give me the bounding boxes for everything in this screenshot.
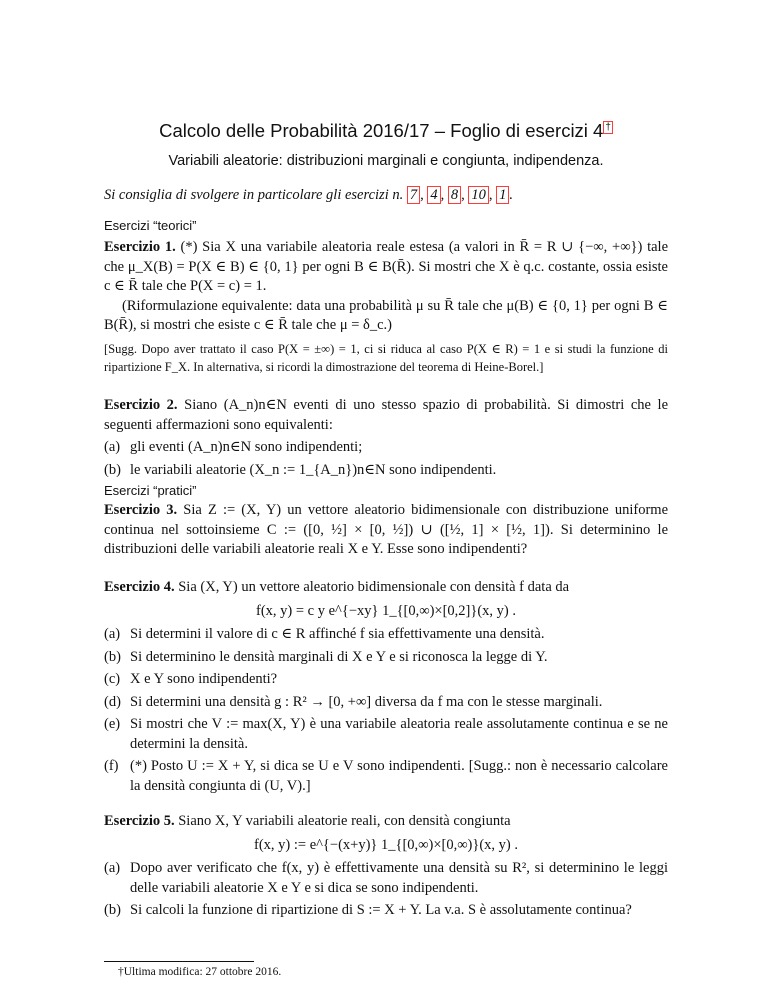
exercise-1	[104, 238, 668, 376]
section-theory-heading: Esercizi “teorici”	[104, 218, 197, 233]
exercise-link-7[interactable]: 7	[407, 186, 420, 204]
exercise-1-hint: [Sugg. Dopo aver trattato il caso P(X = ±∞) = 1, ci si riduca al caso P(X ∈ R) = 1 e si studi la funzione di ripartizione F_X. In alternativa, si ricordi la dimostrazione del teorema di Heine-Borel.]	[104, 341, 668, 374]
footnote-link[interactable]: †	[605, 121, 611, 133]
exercise-5-item-a: (a) Dopo aver verificato che f(x, y) è effettivamente una densità su R², si determinino le leggi delle variabili aleatorie X e Y e si dica se sono indipendenti.	[104, 860, 668, 896]
exercise-1-heading: Esercizio 1.	[104, 239, 176, 255]
exercise-link-4[interactable]: 4	[427, 186, 440, 204]
exercise-4-item-b: (b) Si determinino le densità marginali di X e Y e si riconosca la legge di Y.	[104, 648, 548, 665]
footnote: †Ultima modifica: 27 ottobre 2016.	[118, 966, 282, 978]
exercise-4-item-f: (f) (*) Posto U := X + Y, si dica se U e V sono indipendenti. [Sugg.: non è necessario calcolare la densità congiunta di (U, V).]	[104, 758, 668, 794]
exercise-4-item-e: (e) Si mostri che V := max(X, Y) è una variabile aleatoria reale assolutamente continua e se ne determini la densità.	[104, 716, 668, 752]
exercise-link-1[interactable]: 1	[496, 186, 509, 204]
exercise-2-body: Siano (A_n)n∈N eventi di uno stesso spazio di probabilità. Si dimostri che le seguenti affermazioni sono equivalenti:	[104, 397, 668, 433]
exercise-link-10[interactable]: 10	[468, 186, 489, 204]
advice-line: Si consiglia di svolgere in particolare gli esercizi n. 7 , 4 , 8 , 10 , 1 .	[104, 187, 513, 203]
exercise-5-formula: f(x, y) := e^{−(x+y)} 1_{[0,∞)×[0,∞)}(x, y) .	[254, 836, 518, 853]
document-subtitle: Variabili aleatorie: distribuzioni marginali e congiunta, indipendenza.	[168, 153, 604, 169]
footnote-rule	[104, 961, 254, 962]
exercise-5-heading: Esercizio 5.	[104, 813, 175, 829]
exercise-2-item-b: (b) le variabili aleatorie (X_n := 1_{A_n})n∈N sono indipendenti.	[104, 461, 497, 478]
exercise-4-body: Sia (X, Y) un vettore aleatorio bidimensionale con densità f data da	[178, 579, 570, 595]
exercise-5-body: Siano X, Y variabili aleatorie reali, con densità congiunta	[178, 813, 511, 829]
exercise-1-body: (*) Sia X una variabile aleatoria reale estesa (a valori in R̄ = R ∪ {−∞, +∞}) tale che μ_X(B) = P(X ∈ B) ∈ {0, 1} per ogni B ∈ B(R̄). Si mostri che X è q.c. costante, ossia esiste c ∈ R̄ tale che P(X = c) = 1.	[104, 239, 669, 294]
exercise-2-heading: Esercizio 2.	[104, 397, 178, 413]
exercise-4-item-d: (d) Si determini una densità g : R² → [0, +∞] diversa da f ma con le stesse marginali.	[104, 693, 603, 710]
exercise-3	[104, 501, 668, 560]
exercise-1-reformulation: (Riformulazione equivalente: data una probabilità μ su R̄ tale che μ(B) ∈ {0, 1} per ogni B ∈ B(R̄), si mostri che esiste c ∈ R̄ tale che μ = δ_c.)	[104, 297, 668, 333]
exercise-2-item-a: (a) gli eventi (A_n)n∈N sono indipendenti;	[104, 439, 363, 455]
exercise-5-item-b: (b) Si calcoli la funzione di ripartizione di S := X + Y. La v.a. S è assolutamente continua?	[104, 902, 632, 918]
exercise-2	[104, 396, 668, 480]
exercise-4-item-c: (c) X e Y sono indipendenti?	[104, 671, 278, 687]
exercise-4-formula: f(x, y) = c y e^{−xy} 1_{[0,∞)×[0,2]}(x, y) .	[256, 602, 516, 619]
exercise-link-8[interactable]: 8	[448, 186, 461, 204]
exercise-4	[104, 578, 668, 796]
exercise-4-item-a: (a) Si determini il valore di c ∈ R affinché f sia effettivamente una densità.	[104, 626, 545, 642]
document-title: Calcolo delle Probabilità 2016/17 – Foglio di esercizi 4 †	[159, 120, 611, 141]
exercise-3-body: Sia Z := (X, Y) un vettore aleatorio bidimensionale con distribuzione uniforme continua nel sottoinsieme C := ([0, ½] × [0, ½]) ∪ ([½, 1] × [½, 1]). Si determinino le distribuzioni delle variabili aleatorie reali X e Y. Esse sono indipendenti?	[104, 502, 668, 557]
exercise-5	[104, 812, 668, 921]
section-practice-heading: Esercizi “pratici”	[104, 483, 197, 498]
exercise-3-heading: Esercizio 3.	[104, 502, 178, 518]
exercise-4-heading: Esercizio 4.	[104, 579, 175, 595]
